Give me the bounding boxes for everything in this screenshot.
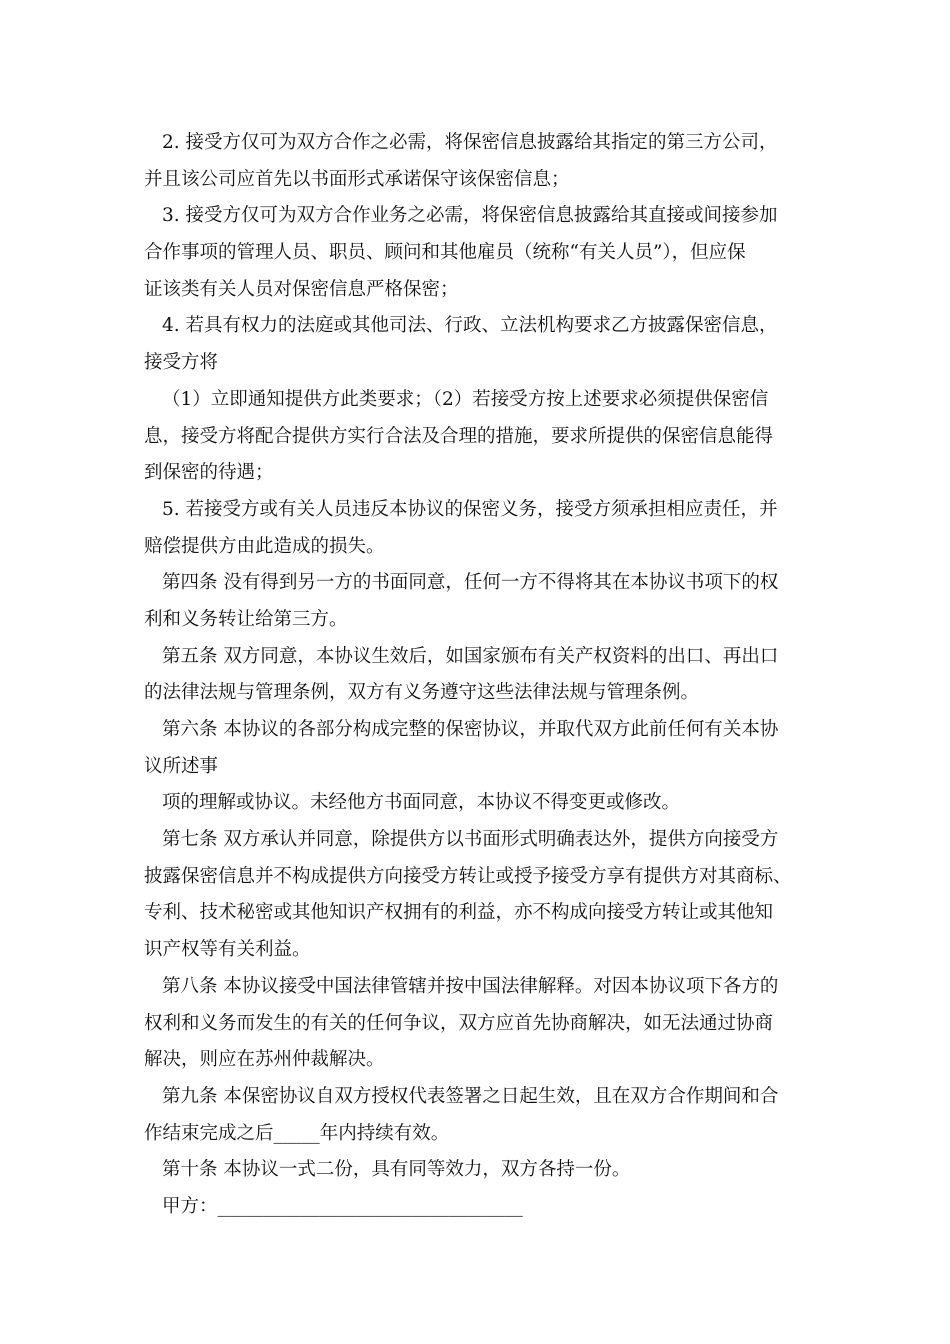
text-line: 赔偿提供方由此造成的损失。 [144, 535, 385, 557]
text-line: 证该类有关人员对保密信息严格保密； [144, 278, 459, 300]
text-line: 第十条 本协议一式二份，具有同等效力，双方各持一份。 [162, 1159, 631, 1181]
text-line: 合作事项的管理人员、职员、顾问和其他雇员（统称“有关人员”），但应保 [144, 242, 746, 264]
text-line: 利和义务转让给第三方。 [144, 608, 348, 630]
text-line: 解决，则应在苏州仲裁解决。 [144, 1049, 385, 1071]
text-line: 到保密的待遇； [144, 462, 274, 484]
text-line: 并且该公司应首先以书面形式承诺保守该保密信息； [144, 168, 570, 190]
text-line: 专利、技术秘密或其他知识产权拥有的利益，亦不构成向接受方转让或其他知 [144, 902, 774, 924]
text-line: 权利和义务而发生的有关的任何争议，双方应首先协商解决，如无法通过协商 [144, 1012, 774, 1034]
text-line: 识产权等有关利益。 [144, 939, 311, 961]
text-line: 议所述事 [144, 755, 219, 777]
text-line: （1）立即通知提供方此类要求；（2）若接受方按上述要求必须提供保密信 [162, 388, 769, 410]
text-line: 的法律法规与管理条例，双方有义务遵守这些法律法规与管理条例。 [144, 682, 700, 704]
signature-line-party-a: 甲方：_________________________________ [162, 1195, 523, 1217]
text-line: 接受方将 [144, 352, 219, 374]
text-line: 5. 若接受方或有关人员违反本协议的保密义务，接受方须承担相应责任，并 [162, 498, 778, 520]
text-line: 息，接受方将配合提供方实行合法及合理的措施，要求所提供的保密信息能得 [144, 425, 774, 447]
text-line: 第九条 本保密协议自双方授权代表签署之日起生效，且在双方合作期间和合 [162, 1085, 779, 1107]
text-line: 第四条 没有得到另一方的书面同意，任何一方不得将其在本协议书项下的权 [162, 572, 779, 594]
text-line: 第五条 双方同意，本协议生效后，如国家颁布有关产权资料的出口、再出口 [162, 645, 779, 667]
document-body [144, 125, 814, 1226]
text-line: 第八条 本协议接受中国法律管辖并按中国法律解释。对因本协议项下各方的 [162, 975, 779, 997]
text-line: 作结束完成之后_____年内持续有效。 [144, 1122, 450, 1144]
text-line: 项的理解或协议。未经他方书面同意，本协议不得变更或修改。 [162, 792, 681, 814]
text-line: 2. 接受方仅可为双方合作之必需，将保密信息披露给其指定的第三方公司， [162, 132, 778, 153]
text-line: 3. 接受方仅可为双方合作业务之必需，将保密信息披露给其直接或间接参加 [162, 205, 778, 227]
text-line: 4. 若具有权力的法庭或其他司法、行政、立法机构要求乙方披露保密信息， [162, 315, 778, 337]
text-line: 第六条 本协议的各部分构成完整的保密协议，并取代双方此前任何有关本协 [162, 719, 779, 740]
text-line: 披露保密信息并不构成提供方向接受方转让或授予接受方享有提供方对其商标、 [144, 865, 792, 887]
text-line: 第七条 双方承认并同意，除提供方以书面形式明确表达外，提供方向接受方 [162, 829, 779, 851]
